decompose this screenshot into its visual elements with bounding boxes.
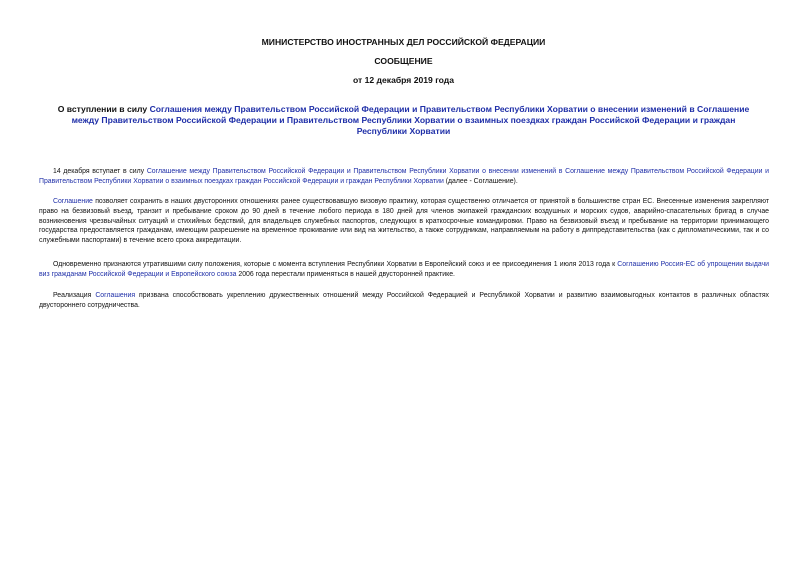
ministry-heading: МИНИСТЕРСТВО ИНОСТРАННЫХ ДЕЛ РОССИЙСКОЙ ФЕДЕРАЦИИ (261, 37, 546, 47)
document-date: от 12 декабря 2019 года (352, 75, 455, 85)
paragraph-agreement-details (39, 197, 769, 246)
p1-agreement-link[interactable]: Соглашение между Правительством Российской Федерации и Правительством Республики Хорватии о внесении изменений в Соглашение между Правительством Российской Федерации и Правительством Республики Хорватии о взаимных поездках граждан Российской Федерации и граждан Республики Хорватии (39, 168, 769, 185)
p4-agreement-link[interactable]: Соглашения (95, 292, 136, 299)
paragraph-entry-into-force (39, 167, 769, 187)
p4-text-end: призвана способствовать укреплению дружественных отношений между Российской Федерацией и Республикой Хорватии и развитию взаимовыгодных контактов в различных областях двустороннего сотрудничества. (39, 292, 769, 309)
p1-text-start: 14 декабря вступает в силу (53, 168, 147, 175)
paragraph-implementation (39, 291, 769, 311)
p3-text-start: Одновременно признаются утратившими силу положения, которые с момента вступления Республики Хорватии в Европейский союз и ее присоединения 1 июля 2013 года к (53, 261, 618, 268)
p1-text-end: (далее - Соглашение). (443, 177, 518, 185)
p4-text-start: Реализация (53, 292, 96, 299)
document-subject (50, 104, 757, 137)
p3-russia-eu-agreement-link[interactable]: Соглашению Россия-ЕС об упрощении выдачи виз гражданам Российской Федерации и Европейского союза (39, 261, 769, 278)
p2-text: позволяет сохранить в наших двусторонних отношениях ранее существовавшую визовую практику, которая существенно отличается от принятой в большинстве стран ЕС. Внесенные изменения закрепляют право на безвизовый въезд, транзит и пребывание сроком до 90 дней в течение любого периода в 180 дней для членов экипажей гражданских воздушных и морских судов, аварийно-спасательных бригад в случае возникновения чрезвычайных ситуаций и стихийных бедствий, для владельцев служебных паспортов, следующих в краткосрочные командировки. Право на безвизовый въезд и пребывание на территории принимающего государства предоставляется гражданам, имеющим разрешение на временное проживание или вид на жительство, а также сотрудникам, направляемым на работу в диппредставительства (как с дипломатическими, так и со служебными паспортами) в течение всего срока аккредитации. (39, 198, 769, 245)
p2-agreement-link[interactable]: Соглашение (53, 198, 93, 205)
document-type-heading: СООБЩЕНИЕ (374, 56, 433, 66)
paragraph-invalidated-provisions (39, 260, 769, 280)
p3-text-end: 2006 года перестали применяться в нашей двусторонней практике. (236, 270, 455, 278)
subject-agreement-link[interactable]: Соглашения между Правительством Российской Федерации и Правительством Республики Хорватии о внесении изменений в Соглашение между Правительством Российской Федерации и Правительством Республики Хорватии о взаимных поездках граждан Российской Федерации и граждан Республики Хорватии (71, 104, 750, 136)
subject-prefix: О вступлении в силу (57, 104, 150, 114)
